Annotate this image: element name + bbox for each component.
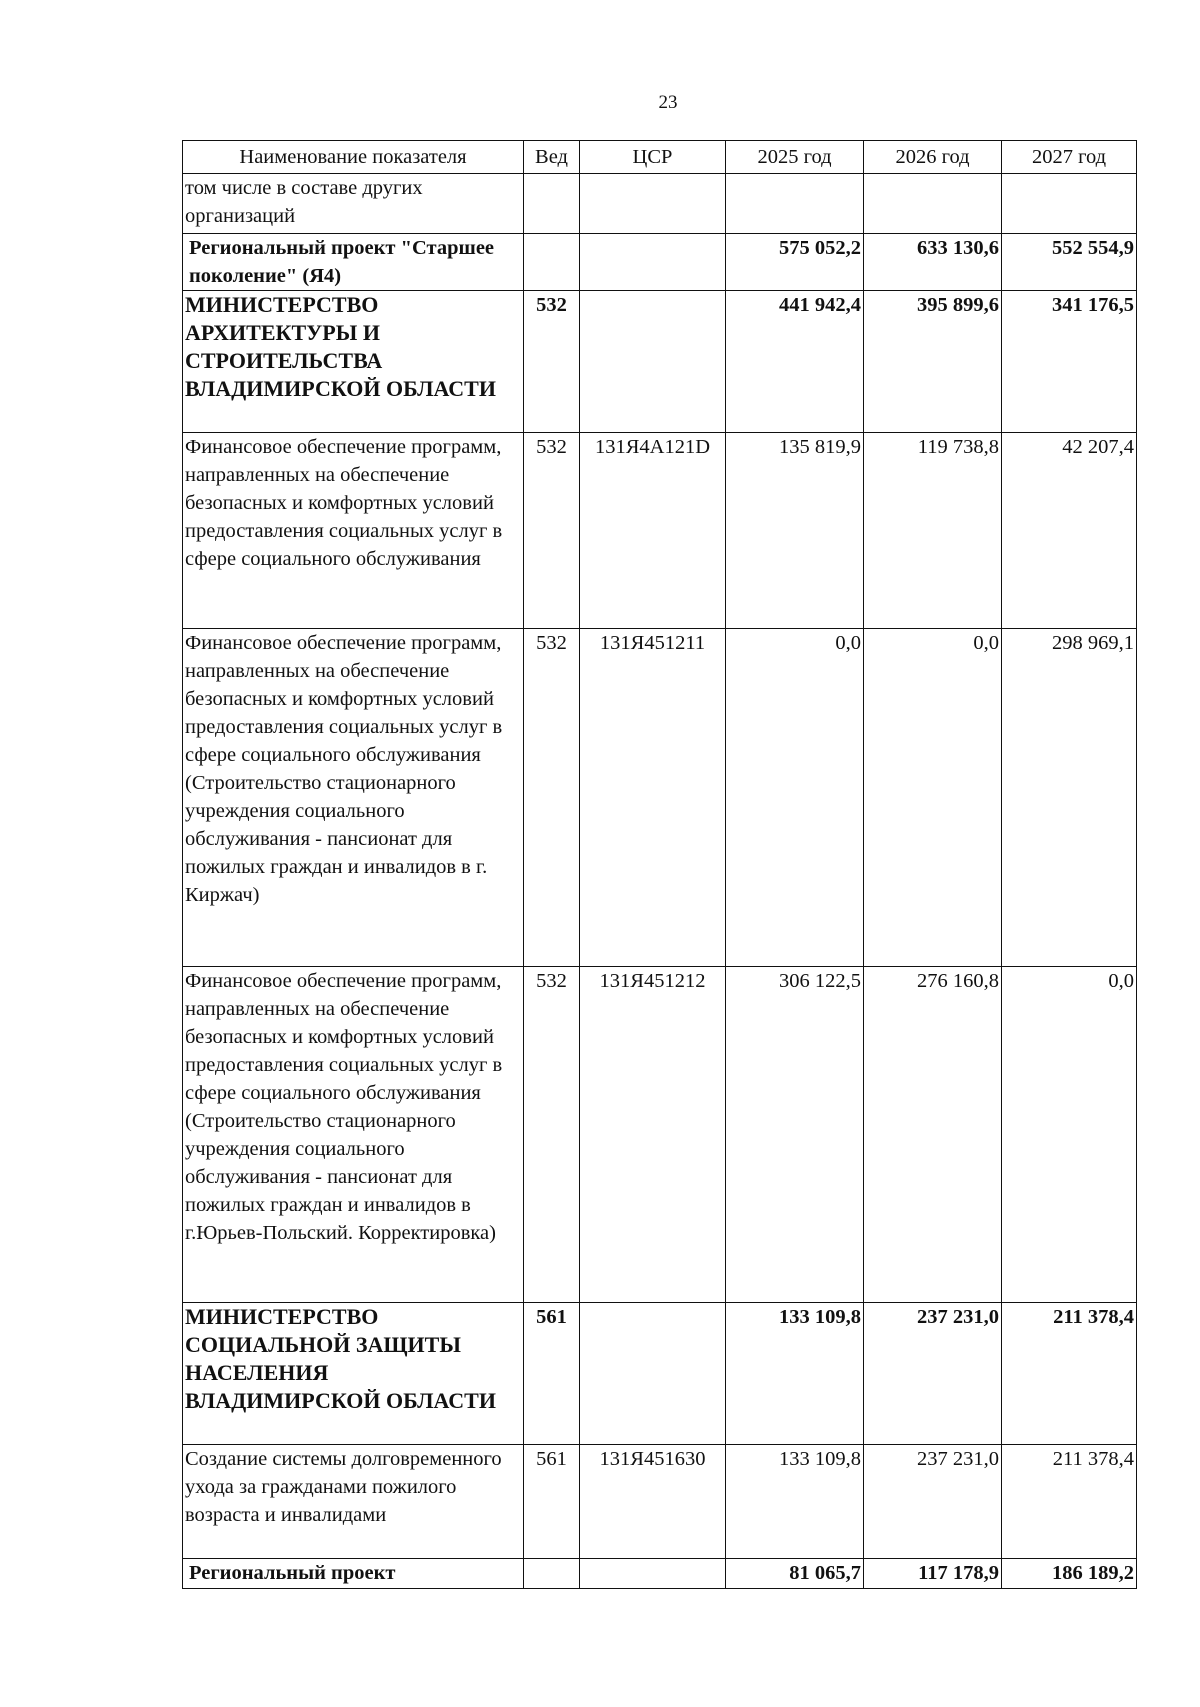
row-target-article: 131Я451630 — [580, 1445, 726, 1559]
row-value-2025: 133 109,8 — [726, 1303, 864, 1445]
row-department: 532 — [524, 629, 580, 967]
row-target-article: 131Я451211 — [580, 629, 726, 967]
row-value-2025: 0,0 — [726, 629, 864, 967]
budget-table — [182, 140, 1137, 1589]
row-indicator-name: Финансовое обеспечение программ, направленных на обеспечение безопасных и комфортных условий предоставления социальных услуг в сфере социального обслуживания — [183, 433, 524, 629]
row-value-2026: 117 178,9 — [864, 1559, 1002, 1589]
table-row — [183, 174, 1137, 234]
row-department: 532 — [524, 967, 580, 1303]
table-header-row — [183, 141, 1137, 174]
row-indicator-name: Региональный проект — [183, 1559, 524, 1589]
row-value-2027: 552 554,9 — [1002, 234, 1137, 291]
row-department — [524, 174, 580, 234]
row-value-2027 — [1002, 174, 1137, 234]
header-year-2027: 2027 год — [1002, 141, 1137, 174]
header-department: Вед — [524, 141, 580, 174]
table-row — [183, 433, 1137, 629]
header-target-article: ЦСР — [580, 141, 726, 174]
row-value-2025: 306 122,5 — [726, 967, 864, 1303]
page-number: 23 — [658, 92, 678, 113]
row-indicator-name: Создание системы долговременного ухода за гражданами пожилого возраста и инвалидами — [183, 1445, 524, 1559]
header-indicator-name: Наименование показателя — [183, 141, 524, 174]
row-target-article: 131Я4А121D — [580, 433, 726, 629]
row-indicator-name: МИНИСТЕРСТВО СОЦИАЛЬНОЙ ЗАЩИТЫ НАСЕЛЕНИЯ ВЛАДИМИРСКОЙ ОБЛАСТИ — [183, 1303, 524, 1445]
row-value-2025: 441 942,4 — [726, 291, 864, 433]
header-year-2026: 2026 год — [864, 141, 1002, 174]
table-row — [183, 234, 1137, 291]
row-indicator-name: Финансовое обеспечение программ, направленных на обеспечение безопасных и комфортных условий предоставления социальных услуг в сфере социального обслуживания (Строительство стационарного учреждения социального обслуживания - пансионат для пожилых граждан и инвалидов в г. Киржач) — [183, 629, 524, 967]
row-department: 532 — [524, 291, 580, 433]
row-value-2026: 395 899,6 — [864, 291, 1002, 433]
row-value-2025: 575 052,2 — [726, 234, 864, 291]
row-value-2027: 211 378,4 — [1002, 1445, 1137, 1559]
row-target-article: 131Я451212 — [580, 967, 726, 1303]
header-year-2025: 2025 год — [726, 141, 864, 174]
row-value-2025: 133 109,8 — [726, 1445, 864, 1559]
row-value-2027: 211 378,4 — [1002, 1303, 1137, 1445]
row-department — [524, 1559, 580, 1589]
row-value-2026: 237 231,0 — [864, 1445, 1002, 1559]
row-target-article — [580, 1303, 726, 1445]
row-indicator-name: том числе в составе других организаций — [183, 174, 524, 234]
row-indicator-name: МИНИСТЕРСТВО АРХИТЕКТУРЫ И СТРОИТЕЛЬСТВА ВЛАДИМИРСКОЙ ОБЛАСТИ — [183, 291, 524, 433]
row-target-article — [580, 174, 726, 234]
row-value-2026 — [864, 174, 1002, 234]
row-value-2026: 633 130,6 — [864, 234, 1002, 291]
row-value-2025: 81 065,7 — [726, 1559, 864, 1589]
row-target-article — [580, 234, 726, 291]
row-department — [524, 234, 580, 291]
row-value-2027: 42 207,4 — [1002, 433, 1137, 629]
row-target-article — [580, 291, 726, 433]
row-department: 561 — [524, 1445, 580, 1559]
row-value-2027: 341 176,5 — [1002, 291, 1137, 433]
row-department: 532 — [524, 433, 580, 629]
row-value-2026: 119 738,8 — [864, 433, 1002, 629]
table-row — [183, 291, 1137, 433]
row-value-2026: 0,0 — [864, 629, 1002, 967]
table-row — [183, 1559, 1137, 1589]
table-row — [183, 1445, 1137, 1559]
row-department: 561 — [524, 1303, 580, 1445]
row-indicator-name: Финансовое обеспечение программ, направленных на обеспечение безопасных и комфортных условий предоставления социальных услуг в сфере социального обслуживания (Строительство стационарного учреждения социального обслуживания - пансионат для пожилых граждан и инвалидов в г.Юрьев-Польский. Корректировка) — [183, 967, 524, 1303]
row-value-2027: 0,0 — [1002, 967, 1137, 1303]
row-indicator-name: Региональный проект "Старшее поколение" (Я4) — [183, 234, 524, 291]
row-value-2025 — [726, 174, 864, 234]
row-value-2027: 298 969,1 — [1002, 629, 1137, 967]
table-row — [183, 967, 1137, 1303]
table-row — [183, 629, 1137, 967]
row-value-2026: 237 231,0 — [864, 1303, 1002, 1445]
table-row — [183, 1303, 1137, 1445]
row-value-2027: 186 189,2 — [1002, 1559, 1137, 1589]
row-target-article — [580, 1559, 726, 1589]
row-value-2026: 276 160,8 — [864, 967, 1002, 1303]
row-value-2025: 135 819,9 — [726, 433, 864, 629]
